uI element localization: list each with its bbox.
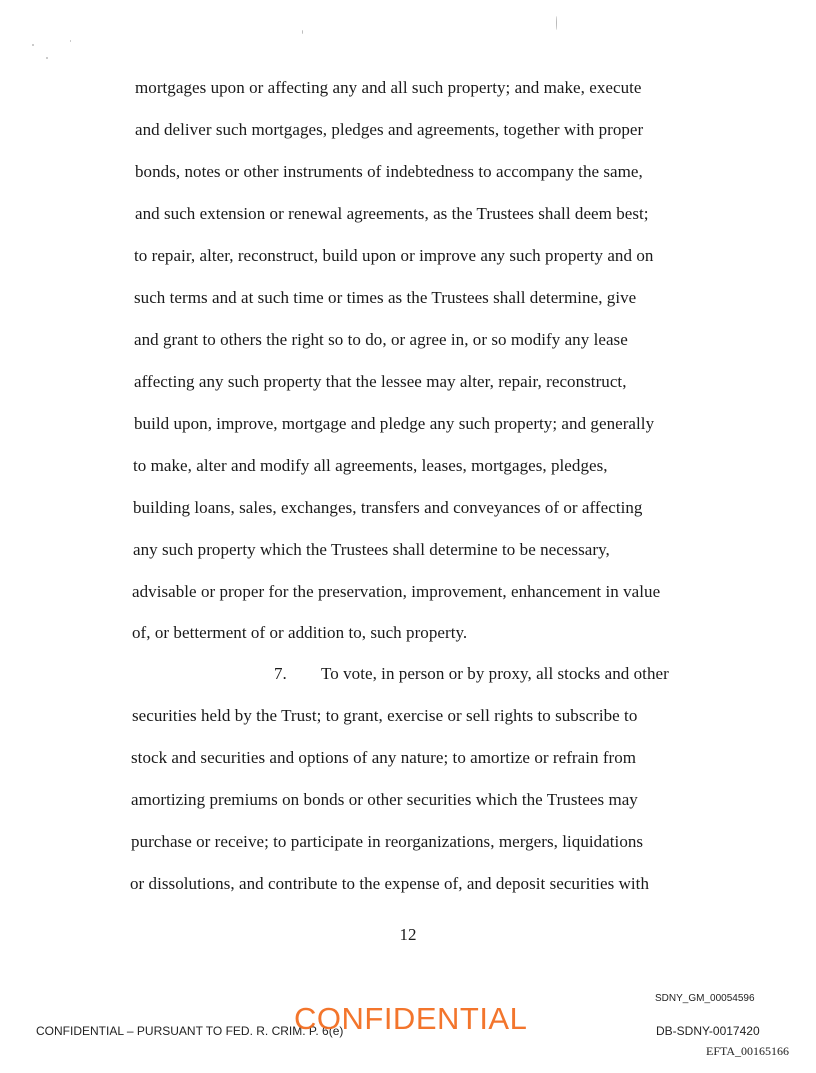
body-line: such terms and at such time or times as the Trustees shall determine, give — [134, 288, 637, 307]
body-line: or dissolutions, and contribute to the expense of, and deposit securities with — [130, 874, 649, 893]
body-line: purchase or receive; to participate in reorganizations, mergers, liquidations — [131, 832, 644, 851]
body-line: bonds, notes or other instruments of indebtedness to accompany the same, — [135, 162, 643, 181]
scan-speck — [302, 30, 303, 34]
body-line: mortgages upon or affecting any and all such property; and make, execute — [135, 78, 642, 97]
scan-speck — [556, 16, 557, 30]
bates-number-top: SDNY_GM_00054596 — [655, 993, 755, 1004]
body-line: to repair, alter, reconstruct, build upon or improve any such property and on — [134, 246, 654, 265]
body-line: and deliver such mortgages, pledges and agreements, together with proper — [135, 120, 644, 139]
bates-number-right: DB-SDNY-0017420 — [656, 1024, 760, 1038]
scan-speck — [32, 44, 34, 46]
body-line: build upon, improve, mortgage and pledge any such property; and generally — [134, 414, 655, 433]
body-line: building loans, sales, exchanges, transfers and conveyances of or affecting — [133, 498, 643, 517]
body-line: amortizing premiums on bonds or other securities which the Trustees may — [131, 790, 638, 809]
body-line: and such extension or renewal agreements, as the Trustees shall deem best; — [135, 204, 649, 223]
body-line: affecting any such property that the lessee may alter, repair, reconstruct, — [134, 372, 627, 391]
body-line: securities held by the Trust; to grant, exercise or sell rights to subscribe to — [132, 706, 638, 725]
body-line: stock and securities and options of any nature; to amortize or refrain from — [131, 748, 637, 767]
efta-number: EFTA_00165166 — [706, 1044, 790, 1058]
body-line: of, or betterment of or addition to, such property. — [132, 623, 468, 642]
confidentiality-notice: CONFIDENTIAL – PURSUANT TO FED. R. CRIM. P. 6(e) — [36, 1024, 344, 1038]
paragraph-number: 7. — [274, 664, 287, 683]
body-line: and grant to others the right so to do, or agree in, or so modify any lease — [134, 330, 628, 349]
scan-speck — [46, 57, 48, 59]
body-line: to make, alter and modify all agreements, leases, mortgages, pledges, — [133, 456, 608, 475]
scan-speck — [70, 40, 71, 42]
body-line: advisable or proper for the preservation, improvement, enhancement in value — [132, 582, 661, 601]
body-line: any such property which the Trustees shall determine to be necessary, — [133, 540, 610, 559]
confidential-stamp: CONFIDENTIAL — [294, 1001, 528, 1036]
body-line: To vote, in person or by proxy, all stocks and other — [321, 664, 669, 683]
page-number: 12 — [399, 925, 417, 944]
